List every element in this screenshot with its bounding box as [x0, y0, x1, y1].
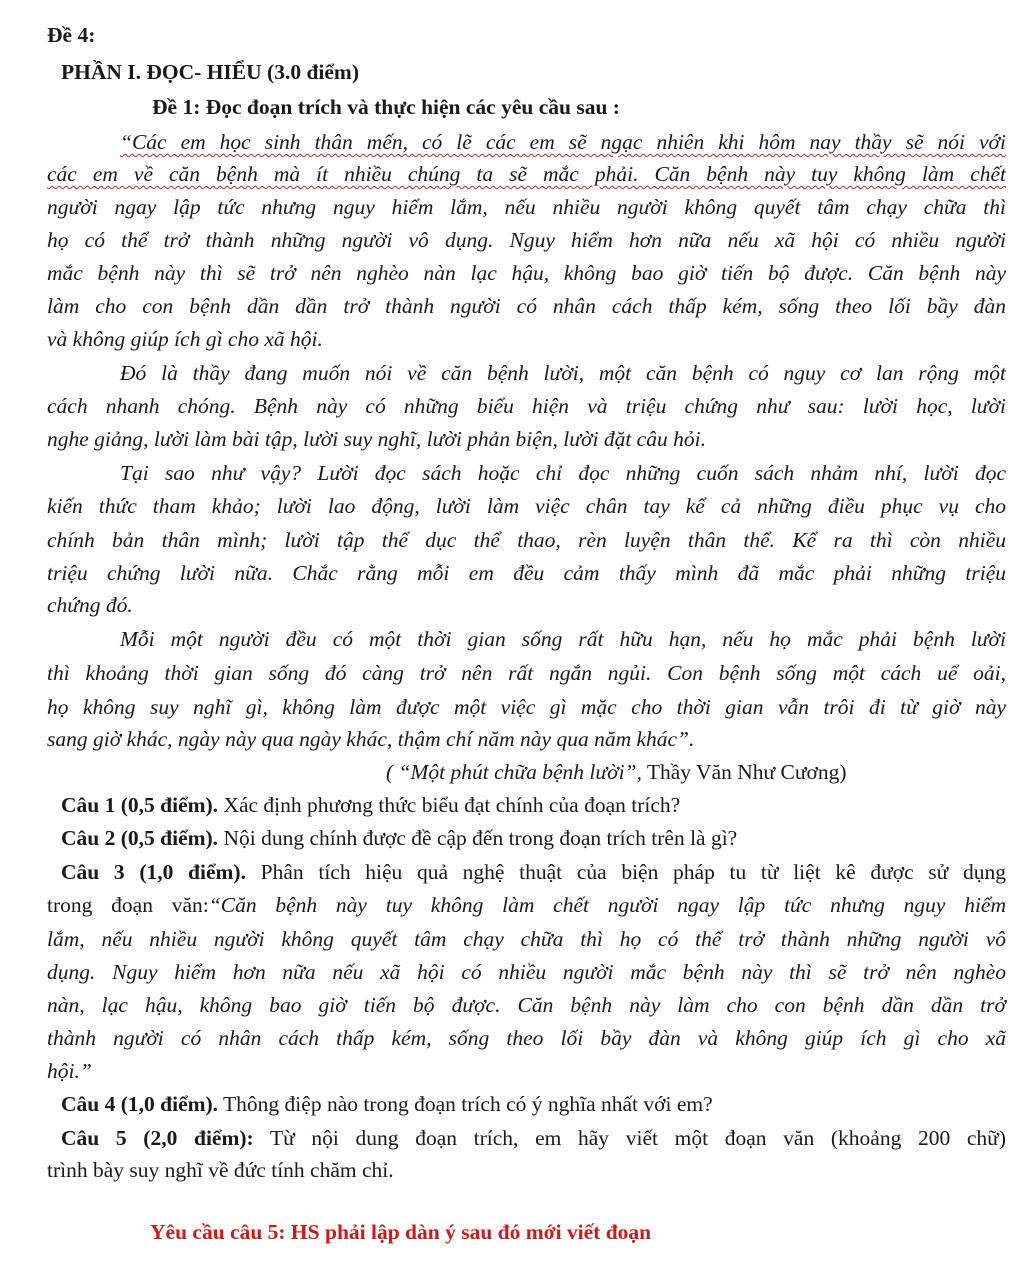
source-author: Thầy Văn Như Cương)	[641, 760, 847, 784]
question-5-requirement: Yêu cầu câu 5: HS phải lập dàn ý sau đó mới viết đoạn	[150, 1220, 652, 1244]
question-1	[61, 788, 1006, 822]
passage-p1-line-2: các em về căn bệnh mà ít nhiều chúng ta sẽ mắc phải. Căn bệnh này tuy không làm chết	[47, 162, 1006, 186]
question-1-text: Xác định phương thức biểu đạt chính của đoạn trích?	[218, 793, 681, 817]
passage-p4-line-1: Mỗi một người đều có một thời gian sống rất hữu hạn, nếu họ mắc phải bệnh lười	[120, 627, 1006, 651]
question-3-label: Câu 3 (1,0 điểm).	[61, 860, 246, 884]
question-2-label: Câu 2 (0,5 điểm).	[61, 826, 219, 850]
question-3-line-5: nàn, lạc hậu, không bao giờ tiến bộ được. Căn bệnh này làm cho con bệnh dần dần trở	[47, 993, 1006, 1017]
instruction-line: Đề 1: Đọc đoạn trích và thực hiện các yêu cầu sau :	[152, 95, 620, 119]
question-4	[61, 1087, 1006, 1121]
passage-p1-line-7: và không giúp ích gì cho xã hội.	[47, 327, 323, 351]
question-5	[61, 1121, 1006, 1155]
passage-p3-line-1: Tại sao như vậy? Lười đọc sách hoặc chỉ đọc những cuốn sách nhảm nhí, lười đọc	[120, 461, 1006, 485]
passage-p3-line-3: chính bản thân mình; lười tập thể dục thể thao, rèn luyện thân thể. Kể ra thì còn nhiều	[47, 528, 1006, 552]
passage-p4-line-2: thì khoảng thời gian sống đó càng trở nên rất ngắn ngủi. Con bệnh sống một cách uể oải,	[47, 661, 1006, 685]
question-2	[61, 821, 1006, 855]
passage-p2-line-1: Đó là thầy đang muốn nói về căn bệnh lười, một căn bệnh có nguy cơ lan rộng một	[120, 361, 1006, 385]
question-4-text: Thông điệp nào trong đoạn trích có ý nghĩa nhất với em?	[218, 1092, 713, 1116]
section-heading: PHẦN I. ĐỌC- HIỂU (3.0 điểm)	[61, 60, 359, 84]
question-3-line-4: dụng. Nguy hiểm hơn nữa nếu xã hội có nhiều người mắc bệnh này thì sẽ trở nên nghèo	[47, 960, 1006, 984]
passage-source	[386, 755, 1006, 789]
question-5-label: Câu 5 (2,0 điểm):	[61, 1126, 254, 1150]
passage-p1-line-5: mắc bệnh này thì sẽ trở nên nghèo nàn lạc hậu, không bao giờ tiến bộ được. Căn bệnh này	[47, 261, 1006, 285]
question-3-line-6: thành người có nhân cách thấp kém, sống theo lối bầy đàn và không giúp ích gì cho xã	[47, 1026, 1006, 1050]
question-3-line-2: trong đoạn văn:“Căn bệnh này tuy không làm chết người ngay lập tức nhưng nguy hiểm	[47, 893, 1006, 917]
question-3-line-7: hội.”	[47, 1059, 92, 1083]
question-5-line-2: trình bày suy nghĩ về đức tính chăm chỉ.	[47, 1158, 394, 1182]
question-2-text: Nội dung chính được đề cập đến trong đoạn trích trên là gì?	[218, 826, 738, 850]
question-3-line-3: lắm, nếu nhiều người không quyết tâm chạy chữa thì họ có thể trở thành những người vô	[47, 927, 1006, 951]
question-1-label: Câu 1 (0,5 điểm).	[61, 793, 219, 817]
passage-p2-line-3: nghe giảng, lười làm bài tập, lười suy nghĩ, lười phản biện, lười đặt câu hỏi.	[47, 427, 706, 451]
question-4-label: Câu 4 (1,0 điểm).	[61, 1092, 219, 1116]
passage-p1-line-1: “Các em học sinh thân mến, có lẽ các em sẽ ngạc nhiên khi hôm nay thầy sẽ nói với	[120, 130, 1006, 154]
question-3	[61, 855, 1006, 889]
exam-number: Đề 4:	[47, 23, 96, 47]
passage-p3-line-4: triệu chứng lười nữa. Chắc rằng mỗi em đều cảm thấy mình đã mắc phải những triệu	[47, 561, 1006, 585]
passage-p1-line-4: họ có thể trở thành những người vô dụng. Nguy hiểm hơn nữa nếu xã hội có nhiều người	[47, 228, 1006, 252]
passage-p3-line-2: kiến thức tham khảo; lười lao động, lười làm việc chân tay kể cả những điều phục vụ cho	[47, 494, 1006, 518]
question-3-text: Phân tích hiệu quả nghệ thuật của biện pháp tu từ liệt kê được sử dụng	[245, 860, 1007, 884]
passage-p2-line-2: cách nhanh chóng. Bệnh này có những biểu hiện và triệu chứng như sau: lười học, lười	[47, 394, 1006, 418]
passage-p1-line-3: người ngay lập tức nhưng nguy hiểm lắm, nếu nhiều người không quyết tâm chạy chữa thì	[47, 195, 1006, 219]
question-5-text: Từ nội dung đoạn trích, em hãy viết một đoạn văn (khoảng 200 chữ)	[253, 1126, 1006, 1150]
passage-p4-line-4: sang giờ khác, ngày này qua ngày khác, thậm chí năm này qua năm khác”.	[47, 727, 695, 751]
passage-p3-line-5: chứng đó.	[47, 593, 133, 617]
passage-p4-line-3: họ không suy nghĩ gì, không làm được một việc gì mặc cho thời gian vẫn trôi đi từ giờ này	[47, 695, 1006, 719]
passage-p1-line-6: làm cho con bệnh dần dần trở thành người có nhân cách thấp kém, sống theo lối bầy đàn	[47, 294, 1006, 318]
source-title: ( “Một phút chữa bệnh lười”,	[386, 760, 642, 784]
